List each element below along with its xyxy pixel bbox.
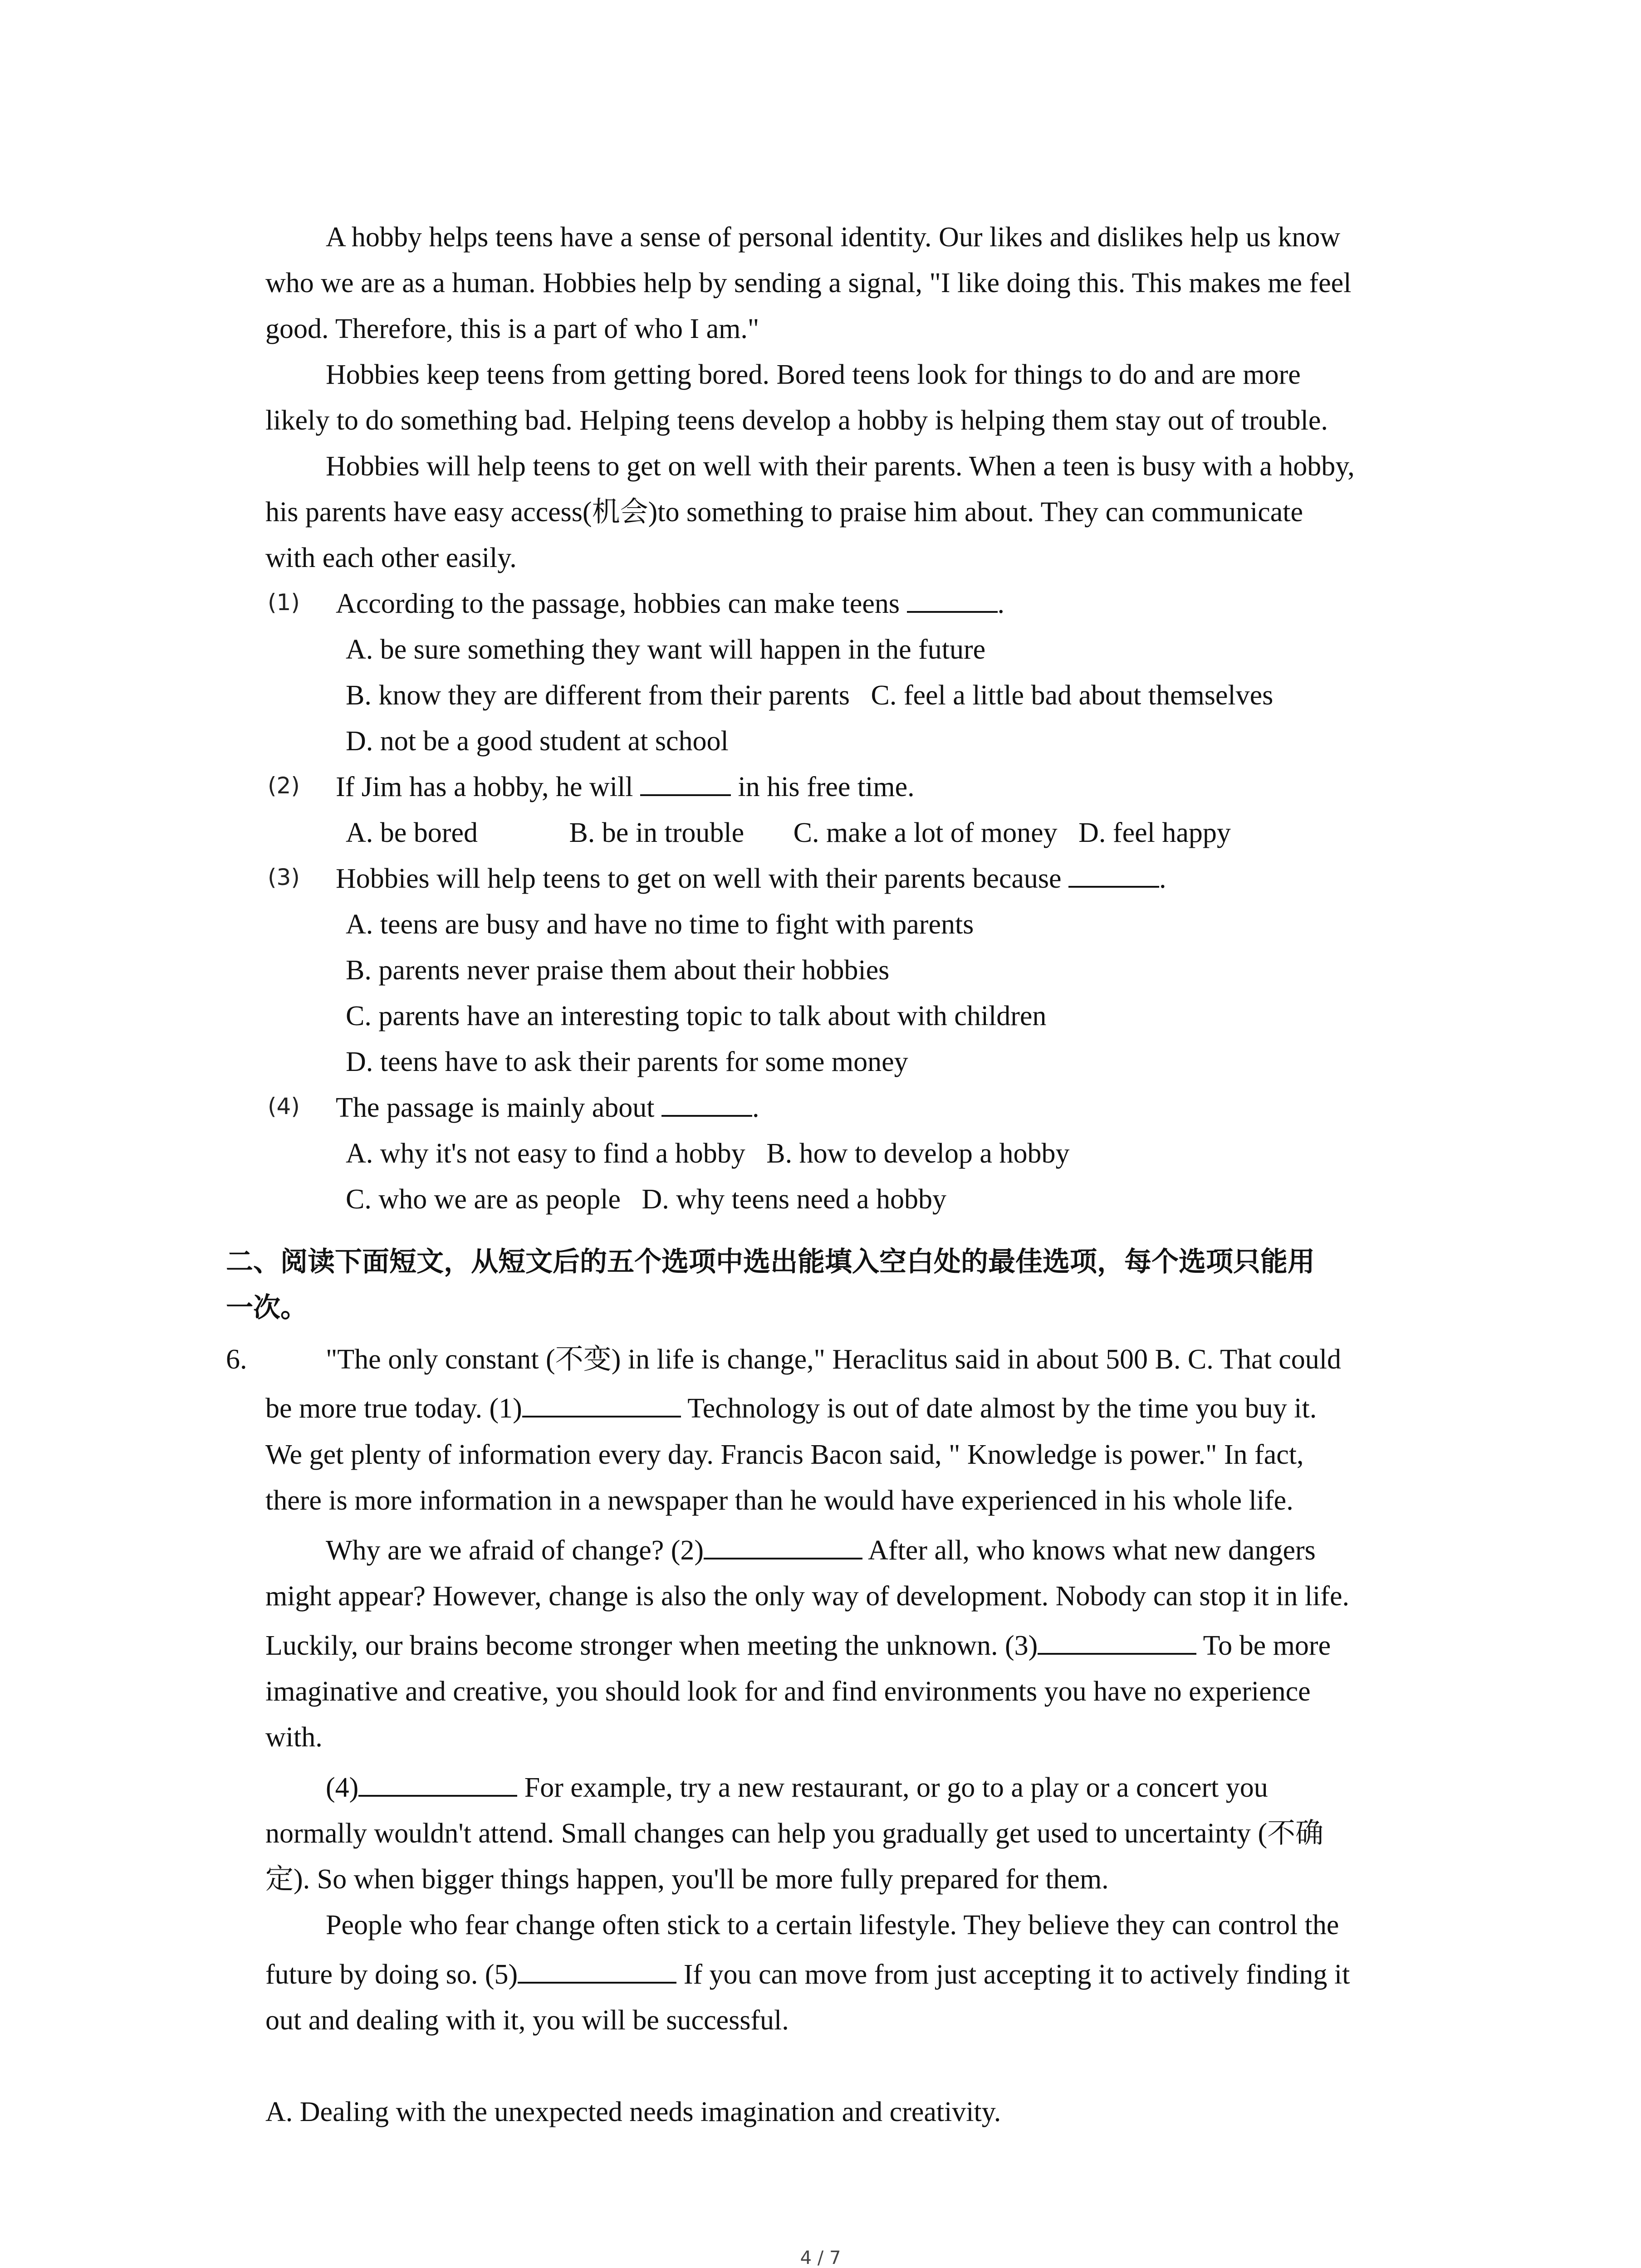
answer-option-line: C. parents have an interesting topic to talk about with children bbox=[346, 1001, 1047, 1031]
passage-line: his parents have easy access(机会)to something to praise him about. They can communicate bbox=[265, 497, 1303, 528]
answer-blank bbox=[358, 1793, 517, 1797]
passage-line: Hobbies keep teens from getting bored. Bored teens look for things to do and are more bbox=[326, 359, 1301, 390]
passage-line: Luckily, our brains become stronger when meeting the unknown. (3) To be more bbox=[265, 1630, 1331, 1661]
passage-line: normally wouldn't attend. Small changes can help you gradually get used to uncertainty (不确 bbox=[265, 1818, 1324, 1849]
question-number: (2) bbox=[268, 772, 300, 799]
passage-line: "The only constant (不变) in life is change," Heraclitus said in about 500 B. C. That could bbox=[326, 1344, 1341, 1375]
answer-blank bbox=[640, 792, 731, 796]
section-heading: 一次。 bbox=[226, 1292, 308, 1324]
answer-option-line: D. not be a good student at school bbox=[346, 726, 729, 757]
answer-option-line: A. be bored B. be in trouble C. make a lot of money D. feel happy bbox=[346, 817, 1231, 848]
answer-option-line: A. Dealing with the unexpected needs imagination and creativity. bbox=[265, 2097, 1001, 2127]
passage-line: 定). So when bigger things happen, you'll be more fully prepared for them. bbox=[265, 1864, 1109, 1895]
answer-option-line: A. teens are busy and have no time to fight with parents bbox=[346, 909, 974, 940]
question-number: (1) bbox=[268, 589, 300, 616]
question-stem: The passage is mainly about . bbox=[336, 1092, 759, 1123]
passage-line: A hobby helps teens have a sense of personal identity. Our likes and dislikes help us know bbox=[326, 222, 1341, 253]
passage-line: (4) For example, try a new restaurant, or go to a play or a concert you bbox=[326, 1772, 1268, 1803]
answer-option-line: A. be sure something they want will happen in the future bbox=[346, 634, 986, 665]
passage-line: there is more information in a newspaper than he would have experienced in his whole life. bbox=[265, 1485, 1293, 1516]
answer-blank bbox=[907, 609, 998, 613]
answer-blank bbox=[1068, 884, 1159, 888]
answer-option-line: D. teens have to ask their parents for some money bbox=[346, 1046, 908, 1077]
question-stem: If Jim has a hobby, he will in his free time. bbox=[336, 772, 915, 802]
answer-option-line: B. parents never praise them about their hobbies bbox=[346, 955, 890, 986]
passage-line: future by doing so. (5) If you can move from just accepting it to actively finding it bbox=[265, 1959, 1350, 1990]
answer-option-line: B. know they are different from their parents C. feel a little bad about themselves bbox=[346, 680, 1274, 711]
passage-line: Why are we afraid of change? (2) After all, who knows what new dangers bbox=[326, 1535, 1316, 1566]
passage-line: We get plenty of information every day. Francis Bacon said, " Knowledge is power." In fact, bbox=[265, 1439, 1304, 1470]
question-number: (4) bbox=[268, 1093, 300, 1119]
answer-blank bbox=[522, 1414, 681, 1418]
passage-line: with each other easily. bbox=[265, 543, 517, 573]
passage-line: be more true today. (1) Technology is out of date almost by the time you buy it. bbox=[265, 1393, 1317, 1424]
passage-line: who we are as a human. Hobbies help by sending a signal, "I like doing this. This makes me feel bbox=[265, 268, 1352, 298]
answer-blank bbox=[518, 1980, 676, 1984]
answer-blank bbox=[661, 1113, 752, 1117]
passage-line: good. Therefore, this is a part of who I am." bbox=[265, 313, 759, 344]
answer-option-line: C. who we are as people D. why teens need a hobby bbox=[346, 1184, 947, 1215]
question-number: (3) bbox=[268, 864, 300, 890]
passage-line: Hobbies will help teens to get on well with their parents. When a teen is busy with a hobby, bbox=[326, 451, 1355, 482]
passage-line: might appear? However, change is also the only way of development. Nobody can stop it in life. bbox=[265, 1581, 1350, 1612]
passage-line: out and dealing with it, you will be successful. bbox=[265, 2005, 789, 2036]
question-stem: Hobbies will help teens to get on well with their parents because . bbox=[336, 863, 1166, 894]
passage-line: People who fear change often stick to a certain lifestyle. They believe they can control the bbox=[326, 1910, 1339, 1941]
passage-line: imaginative and creative, you should look for and find environments you have no experience bbox=[265, 1676, 1311, 1707]
question-stem: According to the passage, hobbies can make teens . bbox=[336, 588, 1005, 619]
section-heading: 二、阅读下面短文，从短文后的五个选项中选出能填入空白处的最佳选项，每个选项只能用 bbox=[226, 1246, 1315, 1278]
passage-line: with. bbox=[265, 1722, 323, 1753]
answer-option-line: A. why it's not easy to find a hobby B. how to develop a hobby bbox=[346, 1138, 1070, 1169]
question-number: 6. bbox=[226, 1344, 247, 1375]
passage-line: likely to do something bad. Helping teens develop a hobby is helping them stay out of trouble. bbox=[265, 405, 1328, 436]
answer-blank bbox=[1038, 1651, 1196, 1655]
page-number: 4 / 7 bbox=[800, 2248, 841, 2268]
answer-blank bbox=[704, 1556, 862, 1559]
